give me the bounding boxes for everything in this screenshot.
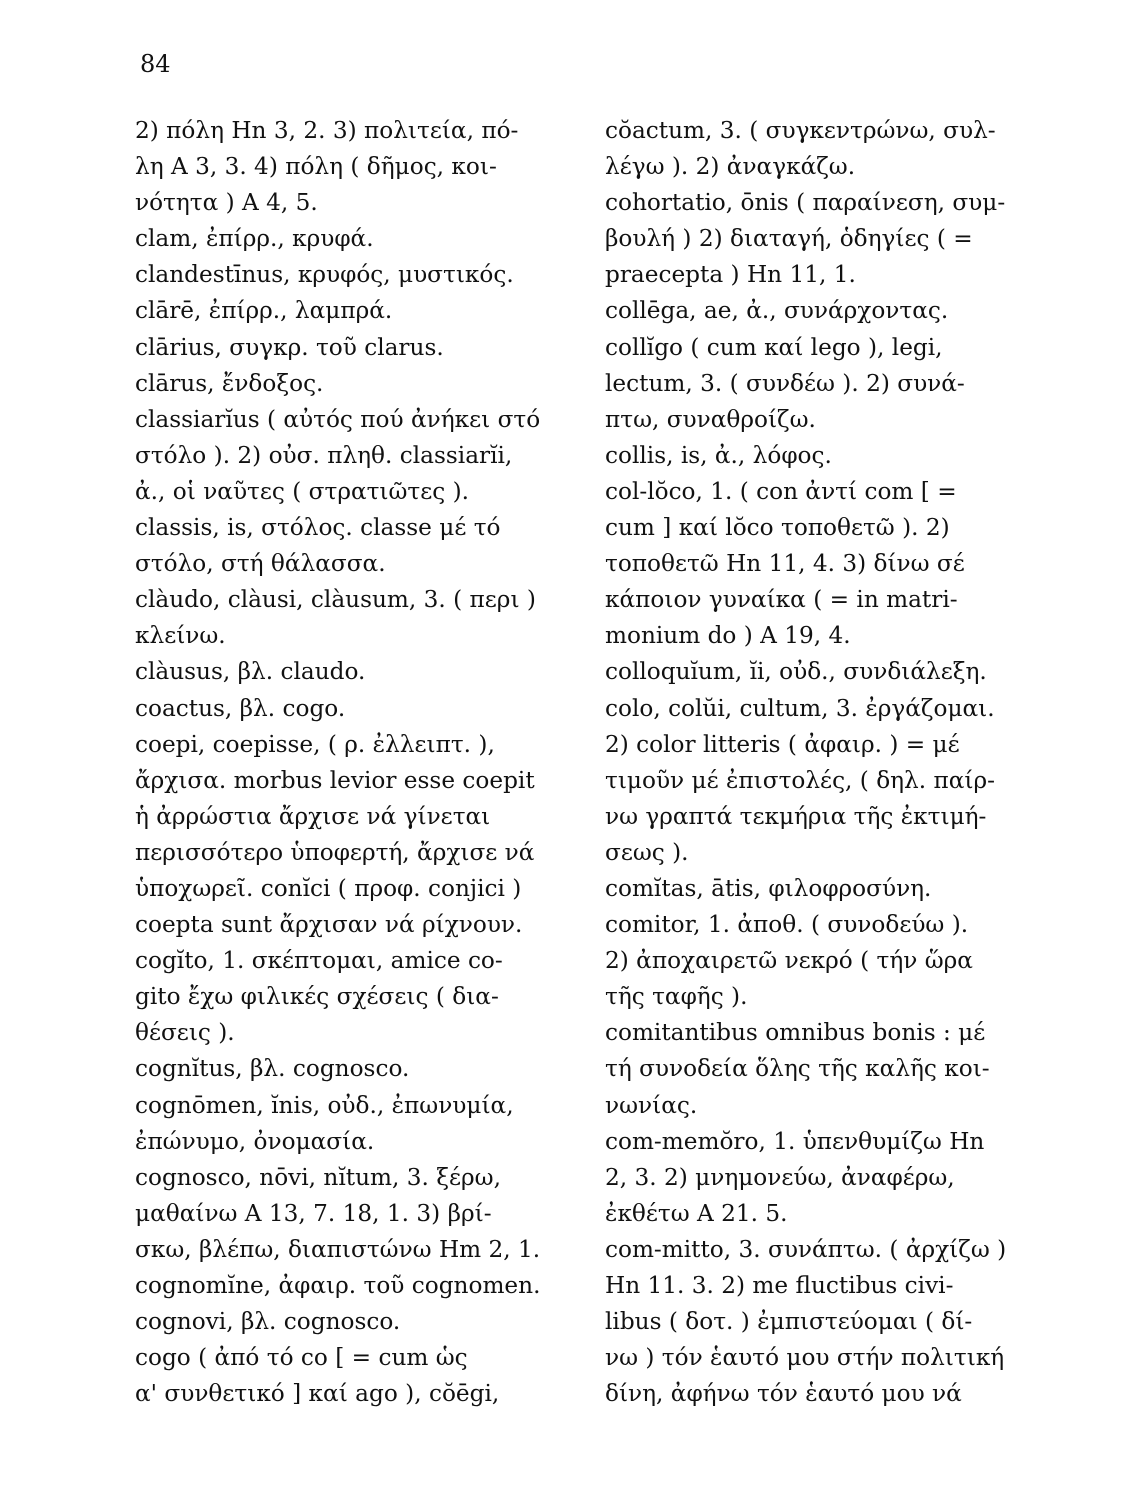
right-column-line: τῆς ταφῆς ). (605, 983, 748, 1011)
left-column-line: clandestīnus, κρυφός, μυστικός. (135, 261, 514, 289)
left-column-line: στόλο ). 2) οὐσ. πληθ. classiarĭi, (135, 441, 513, 469)
right-column-line: βουλή ) 2) διαταγή, ὁδηγίες ( = (605, 225, 973, 253)
right-column-line: collēga, ae, ἀ., συνάρχοντας. (605, 297, 949, 325)
left-column-line: θέσεις ). (135, 1019, 235, 1047)
left-column-line: cognĭtus, βλ. cognosco. (135, 1055, 410, 1083)
left-column-line: μαθαίνω A 13, 7. 18, 1. 3) βρί- (135, 1199, 492, 1227)
right-column-line: colloquĭum, ĭi, οὐδ., συνδιάλεξη. (605, 658, 987, 686)
right-column-line: comitantibus omnibus bonis : μέ (605, 1019, 986, 1047)
right-column-line: δίνη, ἀφήνω τόν ἑαυτό μου νά (605, 1380, 962, 1408)
right-column-line: ἐκθέτω A 21. 5. (605, 1199, 788, 1227)
page-number: 84 (140, 50, 171, 78)
left-column-line: νότητα ) A 4, 5. (135, 189, 318, 217)
left-column-line: clārus, ἔνδοξος. (135, 369, 324, 397)
left-column-line: coactus, βλ. cogo. (135, 694, 346, 722)
right-column-line: 2) ἀποχαιρετῶ νεκρό ( τήν ὥρα (605, 947, 973, 975)
left-column-line: στόλο, στή θάλασσα. (135, 550, 386, 578)
right-column-line: λέγω ). 2) ἀναγκάζω. (605, 153, 856, 181)
left-column-line: cogĭto, 1. σκέπτομαι, amice co- (135, 947, 503, 975)
left-column-line: ἄρχισα. morbus levior esse coepit (135, 766, 535, 794)
right-column-line: collĭgo ( cum καί lego ), legi, (605, 333, 943, 361)
right-column-line: τή συνοδεία ὅλης τῆς καλῆς κοι- (605, 1055, 990, 1083)
right-column-line: comĭtas, ātis, φιλοφροσύνη. (605, 874, 932, 902)
left-column-line: coepta sunt ἄρχισαν νά ρίχνουν. (135, 911, 523, 939)
left-column-line: ἀ., οἱ ναῦτες ( στρατιῶτες ). (135, 477, 470, 505)
left-column (135, 113, 540, 1412)
left-column-line: classis, is, στόλος. classe μέ τό (135, 514, 501, 542)
right-column-line: cohortatio, ōnis ( παραίνεση, συμ- (605, 189, 1006, 217)
right-column-line: νω γραπτά τεκμήρια τῆς ἐκτιμή- (605, 802, 987, 830)
left-column-line: λη A 3, 3. 4) πόλη ( δῆμος, κοι- (135, 153, 497, 181)
left-column-line: gito ἔχω φιλικές σχέσεις ( δια- (135, 983, 499, 1011)
right-column-line: com-memŏro, 1. ὑπενθυμίζω Hn (605, 1127, 985, 1155)
right-column-line: com-mitto, 3. συνάπτω. ( ἀρχίζω ) (605, 1235, 1007, 1263)
right-column-line: τιμοῦν μέ ἐπιστολές, ( δηλ. παίρ- (605, 766, 995, 794)
right-column-line: col-lŏco, 1. ( con ἀντί com [ = (605, 477, 957, 505)
left-column-line: clàudo, clàusi, clàusum, 3. ( περι ) (135, 586, 536, 614)
right-column-line: cŏactum, 3. ( συγκεντρώνω, συλ- (605, 117, 996, 144)
right-column-line: monium do ) A 19, 4. (605, 622, 851, 650)
right-column-line: πτω, συναθροίζω. (605, 405, 816, 433)
right-column-line: lectum, 3. ( συνδέω ). 2) συνά- (605, 369, 965, 397)
left-column-line: cognomĭne, ἀφαιρ. τοῦ cognomen. (135, 1272, 541, 1299)
left-column-line: clàusus, βλ. claudo. (135, 658, 366, 686)
right-column-line: σεως ). (605, 838, 689, 866)
left-column-line: ὑποχωρεῖ. conĭci ( προφ. conjici ) (135, 874, 522, 902)
right-column-line: τοποθετῶ Hn 11, 4. 3) δίνω σέ (605, 550, 965, 578)
left-column-line: cognovi, βλ. cognosco. (135, 1308, 401, 1336)
left-column-line: cognōmen, ĭnis, οὐδ., ἐπωνυμία, (135, 1091, 514, 1119)
left-column-line: ἡ ἀρρώστια ἄρχισε νά γίνεται (135, 802, 491, 830)
left-column-line: περισσότερο ὑποφερτή, ἄρχισε νά (135, 838, 535, 866)
left-column-line: cognosco, nōvi, nĭtum, 3. ξέρω, (135, 1163, 501, 1191)
left-column-line: 2) πόλη Hn 3, 2. 3) πολιτεία, πό- (135, 117, 519, 144)
right-column-line: 2, 3. 2) μνημονεύω, ἀναφέρω, (605, 1163, 955, 1191)
left-column-line: ἐπώνυμο, ὀνομασία. (135, 1127, 375, 1155)
right-column-line: 2) color litteris ( ἀφαιρ. ) = μέ (605, 730, 960, 758)
right-column-line: Hn 11. 3. 2) me fluctibus civi- (605, 1272, 954, 1299)
right-column (605, 113, 1006, 1412)
left-column-line: cogo ( ἀπό τό co [ = cum ὡς (135, 1344, 468, 1372)
left-column-line: classiarĭus ( αὐτός πού ἀνήκει στό (135, 405, 541, 433)
right-column-line: comitor, 1. ἀποθ. ( συνοδεύω ). (605, 911, 969, 939)
right-column-line: κάποιον γυναίκα ( = in matri- (605, 586, 958, 614)
right-column-line: νωνίας. (605, 1091, 698, 1119)
left-column-line: clārius, συγκρ. τοῦ clarus. (135, 333, 444, 361)
right-column-line: νω ) τόν ἑαυτό μου στήν πολιτική (605, 1344, 1005, 1372)
right-column-line: colo, colŭi, cultum, 3. ἐργάζομαι. (605, 694, 995, 722)
left-column-line: α' συνθετικό ] καί ago ), cŏēgi, (135, 1380, 500, 1408)
left-column-line: coepi, coepisse, ( ρ. ἐλλειπτ. ), (135, 730, 495, 758)
right-column-line: collis, is, ἀ., λόφος. (605, 441, 832, 469)
right-column-line: cum ] καί lŏco τοποθετῶ ). 2) (605, 514, 950, 542)
left-column-line: κλείνω. (135, 622, 226, 650)
right-column-line: libus ( δοτ. ) ἐμπιστεύομαι ( δί- (605, 1308, 973, 1336)
left-column-line: clam, ἐπίρρ., κρυφά. (135, 225, 374, 253)
right-column-line: praecepta ) Hn 11, 1. (605, 261, 856, 289)
left-column-line: clārē, ἐπίρρ., λαμπρά. (135, 297, 393, 325)
left-column-line: σκω, βλέπω, διαπιστώνω Hm 2, 1. (135, 1235, 541, 1263)
